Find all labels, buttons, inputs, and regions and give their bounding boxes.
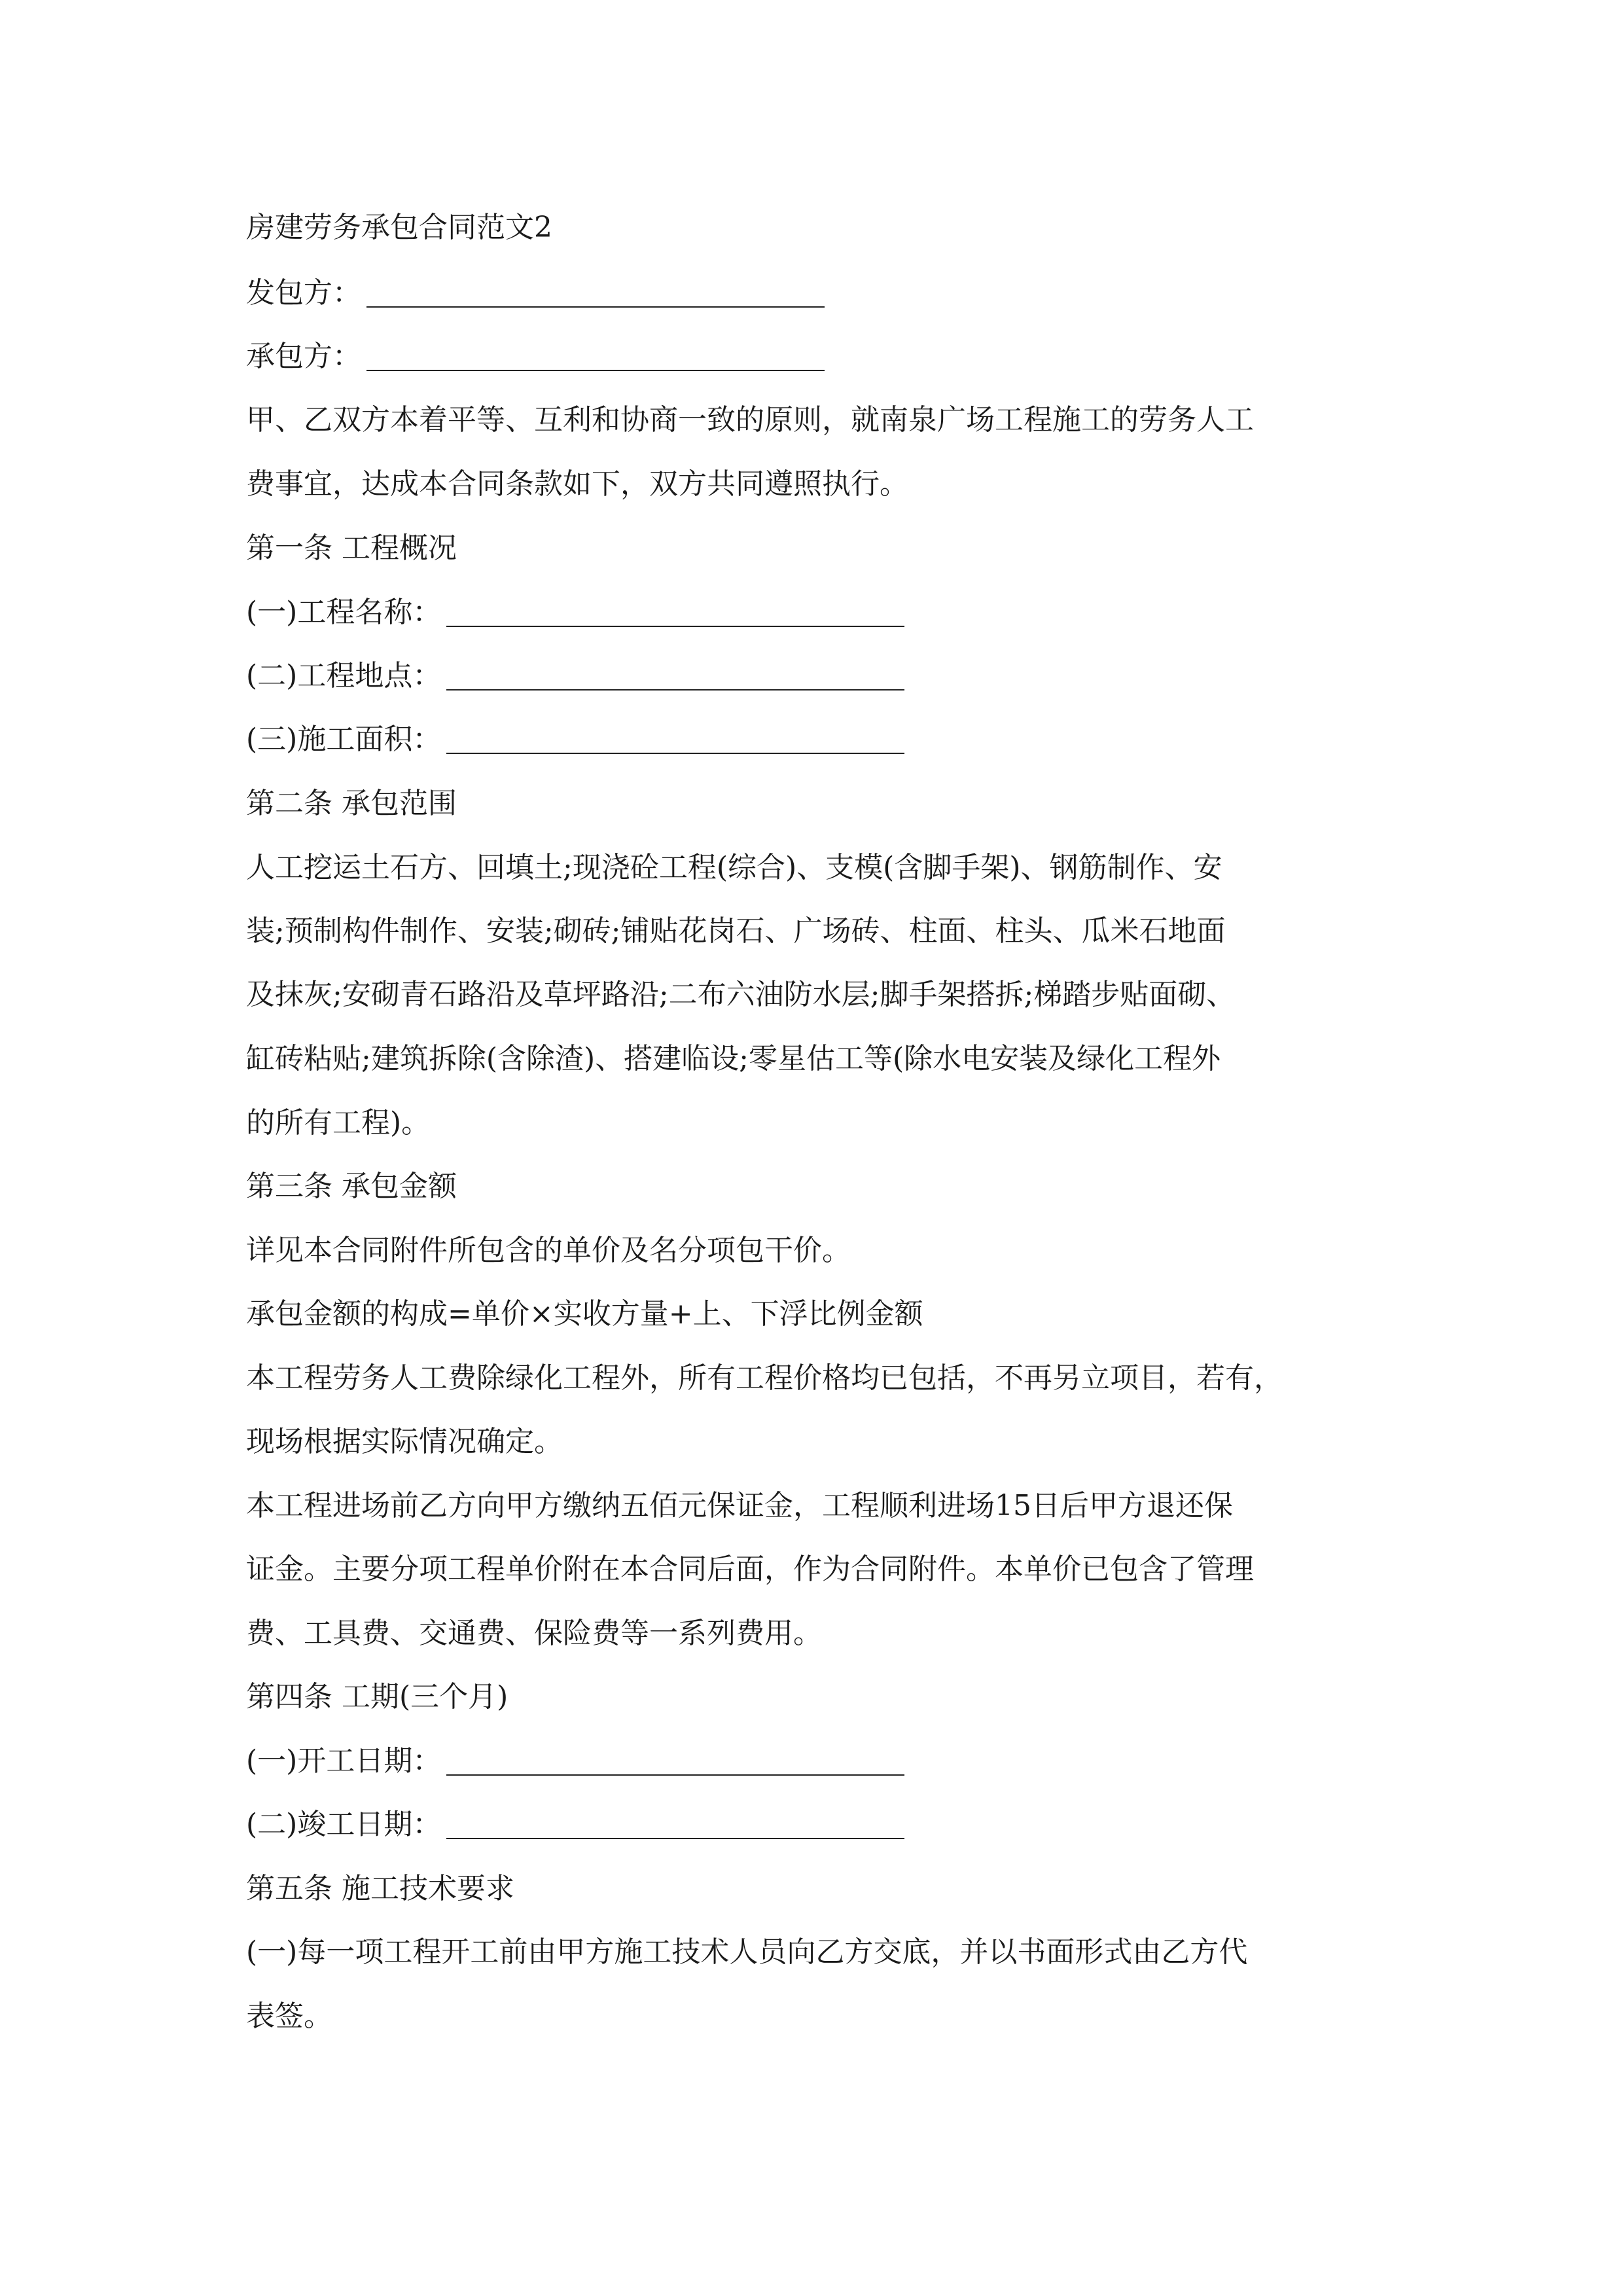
party-a-label: 发包方： bbox=[246, 276, 361, 310]
party-a-row bbox=[246, 274, 825, 313]
article3-line-3: 本工程劳务人工费除绿化工程外，所有工程价格均已包括，不再另立项目，若有， bbox=[246, 1361, 1283, 1395]
article5-line-1: (一)每一项工程开工前由甲方施工技术人员向乙方交底，并以书面形式由乙方代 bbox=[246, 1935, 1248, 1969]
completion-date-row bbox=[246, 1805, 904, 1844]
project-name-label: (一)工程名称： bbox=[246, 596, 442, 629]
project-location-row bbox=[246, 656, 904, 696]
construction-area-row bbox=[246, 720, 904, 759]
construction-area-label: (三)施工面积： bbox=[246, 723, 442, 756]
project-name-blank[interactable] bbox=[446, 600, 904, 627]
article3-line-2: 承包金额的构成=单价×实收方量+上、下浮比例金额 bbox=[246, 1297, 923, 1331]
intro-line-1: 甲、乙双方本着平等、互利和协商一致的原则，就南泉广场工程施工的劳务人工 bbox=[246, 403, 1254, 437]
article3-heading: 第三条 承包金额 bbox=[246, 1170, 457, 1203]
document-title: 房建劳务承包合同范文2 bbox=[246, 211, 552, 244]
project-location-label: (二)工程地点： bbox=[246, 659, 442, 692]
completion-date-label: (二)竣工日期： bbox=[246, 1808, 442, 1841]
start-date-row bbox=[246, 1742, 904, 1781]
article3-line-7: 费、工具费、交通费、保险费等一系列费用。 bbox=[246, 1617, 822, 1650]
article3-line-6: 证金。主要分项工程单价附在本合同后面，作为合同附件。本单价已包含了管理 bbox=[246, 1552, 1254, 1586]
article3-line-4: 现场根据实际情况确定。 bbox=[246, 1425, 563, 1458]
article2-line-2: 装;预制构件制作、安装;砌砖;铺贴花岗石、广场砖、柱面、柱头、瓜米石地面 bbox=[246, 914, 1226, 948]
party-a-blank[interactable] bbox=[366, 280, 825, 308]
party-b-row bbox=[246, 337, 825, 376]
article3-line-1: 详见本合同附件所包含的单价及名分项包干价。 bbox=[246, 1234, 851, 1267]
article2-line-1: 人工挖运土石方、回填土;现浇砼工程(综合)、支模(含脚手架)、钢筋制作、安 bbox=[246, 851, 1222, 884]
completion-date-blank[interactable] bbox=[446, 1812, 904, 1839]
start-date-label: (一)开工日期： bbox=[246, 1744, 442, 1778]
article5-heading: 第五条 施工技术要求 bbox=[246, 1872, 514, 1905]
construction-area-blank[interactable] bbox=[446, 726, 904, 754]
article2-line-5: 的所有工程)。 bbox=[246, 1106, 431, 1139]
article4-heading: 第四条 工期(三个月) bbox=[246, 1680, 508, 1713]
article1-heading: 第一条 工程概况 bbox=[246, 531, 457, 565]
party-b-blank[interactable] bbox=[366, 344, 825, 371]
article2-heading: 第二条 承包范围 bbox=[246, 787, 457, 820]
intro-line-2: 费事宜，达成本合同条款如下，双方共同遵照执行。 bbox=[246, 467, 908, 501]
project-location-blank[interactable] bbox=[446, 663, 904, 691]
article3-line-5: 本工程进场前乙方向甲方缴纳五佰元保证金，工程顺利进场15日后甲方退还保 bbox=[246, 1489, 1233, 1522]
project-name-row bbox=[246, 593, 904, 632]
article2-line-3: 及抹灰;安砌青石路沿及草坪路沿;二布六油防水层;脚手架搭拆;梯踏步贴面砌、 bbox=[246, 978, 1236, 1011]
article5-line-2: 表签。 bbox=[246, 2000, 332, 2033]
article2-line-4: 缸砖粘贴;建筑拆除(含除渣)、搭建临设;零星估工等(除水电安装及绿化工程外 bbox=[246, 1042, 1221, 1075]
start-date-blank[interactable] bbox=[446, 1748, 904, 1776]
party-b-label: 承包方： bbox=[246, 340, 361, 373]
